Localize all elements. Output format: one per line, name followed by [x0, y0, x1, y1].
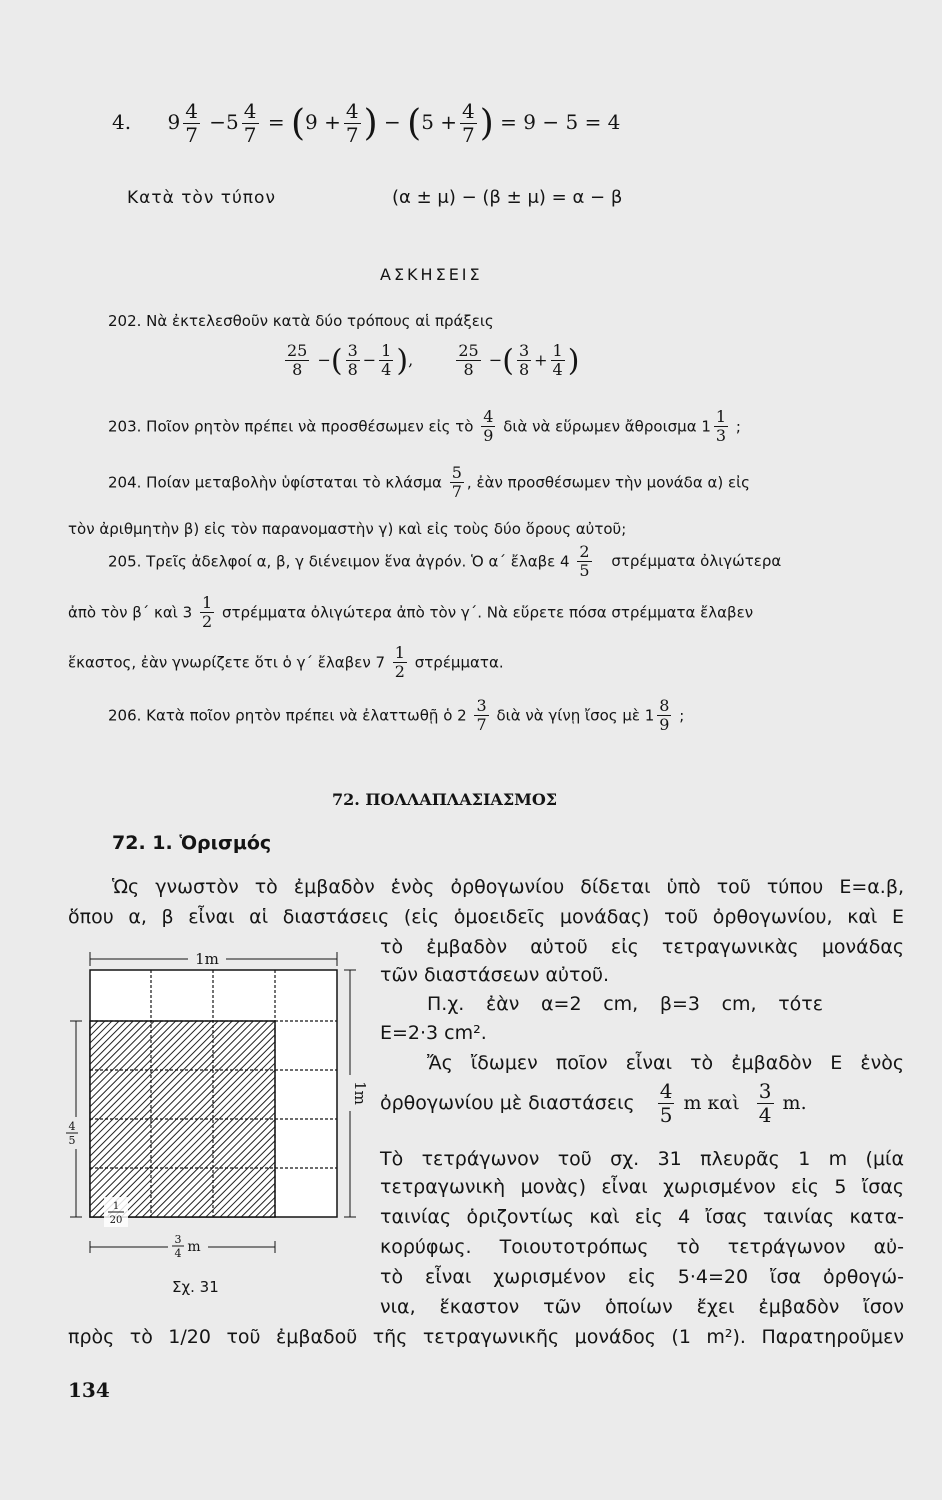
- body-line-15: πρὸς τὸ 1/20 τοῦ ἐμβαδοῦ τῆς τετραγωνικῆς μονάδος (1 m²). Παρατηροῦμεν: [68, 1326, 904, 1348]
- body-line-6: Ε=2·3 cm².: [380, 1022, 487, 1044]
- cell-dimension: [104, 1197, 128, 1227]
- exercise-205-line3: ἕκαστος, ἐὰν γνωρίζετε ὅτι ὁ γ΄ ἔλαβεν 7 $\frac{1}{2}$ στρέμματα.: [68, 643, 504, 682]
- body-line-4: τῶν διαστάσεων αὐτοῦ.: [380, 964, 610, 986]
- body-line-1: Ὡς γνωστὸν τὸ ἐμβαδὸν ἑνὸς ὀρθογωνίου δίδεται ὑπὸ τοῦ τύπου Ε=α.β,: [112, 876, 904, 898]
- figure-caption: Σχ. 31: [172, 1278, 219, 1296]
- subsection-title: 72. 1. Ὁρισμός: [112, 832, 272, 854]
- right-label: 1m: [351, 1081, 369, 1105]
- body-line-7: Ἄς ἴδωμεν ποῖον εἶναι τὸ ἐμβαδὸν Ε ἑνὸς: [427, 1052, 904, 1074]
- left-den: 5: [68, 1134, 76, 1147]
- cell-num: 1: [112, 1201, 120, 1212]
- exercise-203: 203. Ποῖον ρητὸν πρέπει νὰ προσθέσωμεν εἰς τὸ $\frac{4}{9}$ διὰ νὰ εὕρωμεν ἄθροισμα 1 $\frac{1}{3}$ ;: [108, 407, 741, 446]
- bottom-unit: m: [187, 1239, 201, 1255]
- body-line-9: Τὸ τετράγωνον τοῦ σχ. 31 πλευρᾶς 1 m (μία: [380, 1148, 904, 1170]
- right-dimension: [342, 970, 369, 1217]
- formula-label: Κατὰ τὸν τύπον: [127, 188, 276, 208]
- example-number: 4.: [112, 110, 132, 134]
- exercise-206: 206. Κατὰ ποῖον ρητὸν πρέπει νὰ ἐλαττωθῇ ὁ 2 $\frac{3}{7}$ διὰ νὰ γίνῃ ἴσος μὲ 1 $\frac{8}{9}$ ;: [108, 696, 685, 735]
- bottom-den: 4: [174, 1247, 182, 1260]
- left-num: 4: [68, 1120, 76, 1133]
- body-line-14: νια, ἕκαστον τῶν ὁποίων ἔχει ἐμβαδὸν ἴσον: [380, 1296, 904, 1318]
- body-line-12: κορύφως. Τοιουτοτρόπως τὸ τετράγωνον αὐ-: [380, 1236, 904, 1258]
- top-dimension: [90, 950, 337, 968]
- exercise-205-line2: ἀπὸ τὸν β΄ καὶ 3 $\frac{1}{2}$ στρέμματα ὀλιγώτερα ἀπὸ τὸν γ΄. Νὰ εὕρετε πόσα στρέμματα ἔλαβεν: [68, 593, 754, 632]
- body-line-8: ὀρθογωνίου μὲ διαστάσεις $\frac{4}{5}$ m καὶ $\frac{3}{4}$ m.: [380, 1079, 807, 1127]
- exercise-202-expressions: $\frac{25}{8}$ −( $\frac{3}{8}$ − $\frac{1}{4}$ ), $\frac{25}{8}$ −( $\frac{3}{8}$ + $\frac{1}{4}$ ): [287, 341, 580, 380]
- section-title: 72. ΠΟΛΛΑΠΛΑΣΙΑΣΜΟΣ: [332, 790, 558, 809]
- body-line-11: ταινίας ὁριζοντίως καὶ εἰς 4 ἴσας ταινίας κατα-: [380, 1206, 904, 1228]
- bottom-num: 3: [174, 1233, 182, 1246]
- cell-den: 20: [109, 1215, 123, 1226]
- body-line-3: τὸ ἐμβαδὸν αὐτοῦ εἰς τετραγωνικὰς μονάδας: [380, 936, 904, 958]
- top-label: 1m: [195, 950, 219, 968]
- exercises-title: ΑΣΚΗΣΕΙΣ: [380, 265, 483, 284]
- left-dimension: [66, 1021, 86, 1217]
- exercise-202: 202. Νὰ ἐκτελεσθοῦν κατὰ δύο τρόπους αἱ πράξεις: [108, 312, 494, 330]
- figure-31: [60, 945, 370, 1265]
- exercise-204: 204. Ποίαν μεταβολὴν ὑφίσταται τὸ κλάσμα $\frac{5}{7}$ , ἐὰν προσθέσωμεν τὴν μονάδα α) εἰς: [108, 463, 750, 502]
- formula-expression: (α ± μ) − (β ± μ) = α − β: [392, 187, 623, 208]
- exercise-205: 205. Τρεῖς ἀδελφοί α, β, γ διένειμον ἕνα ἀγρόν. Ὁ α΄ ἔλαβε 4 $\frac{2}{5}$ στρέμματα ὀλιγώτερα: [108, 542, 782, 581]
- exercise-204-line2: τὸν ἀριθμητὴν β) εἰς τὸν παρανομαστὴν γ) καὶ εἰς τοὺς δύο ὅρους αὐτοῦ;: [68, 520, 627, 538]
- body-line-5: Π.χ. ἐὰν α=2 cm, β=3 cm, τότε: [427, 993, 823, 1015]
- example-4: 4. 9 $\frac{4}{7}$ −5 $\frac{4}{7}$ = (9 + $\frac{4}{7}$ ) − (5 + $\frac{4}{7}$ ) = 9 − 5 = 4: [112, 99, 621, 147]
- body-line-2: ὅπου α, β εἶναι αἱ διαστάσεις (εἰς ὁμοειδεῖς μονάδας) τοῦ ὀρθογωνίου, καὶ Ε: [68, 906, 904, 928]
- bottom-dimension: [90, 1233, 275, 1261]
- body-line-10: τετραγωνικὴ μονὰς) εἶναι χωρισμένον εἰς 5 ἴσας: [380, 1176, 904, 1198]
- page-number: 134: [68, 1378, 110, 1402]
- body-line-13: τὸ εἶναι χωρισμένον εἰς 5·4=20 ἴσα ὀρθογώ-: [380, 1266, 904, 1288]
